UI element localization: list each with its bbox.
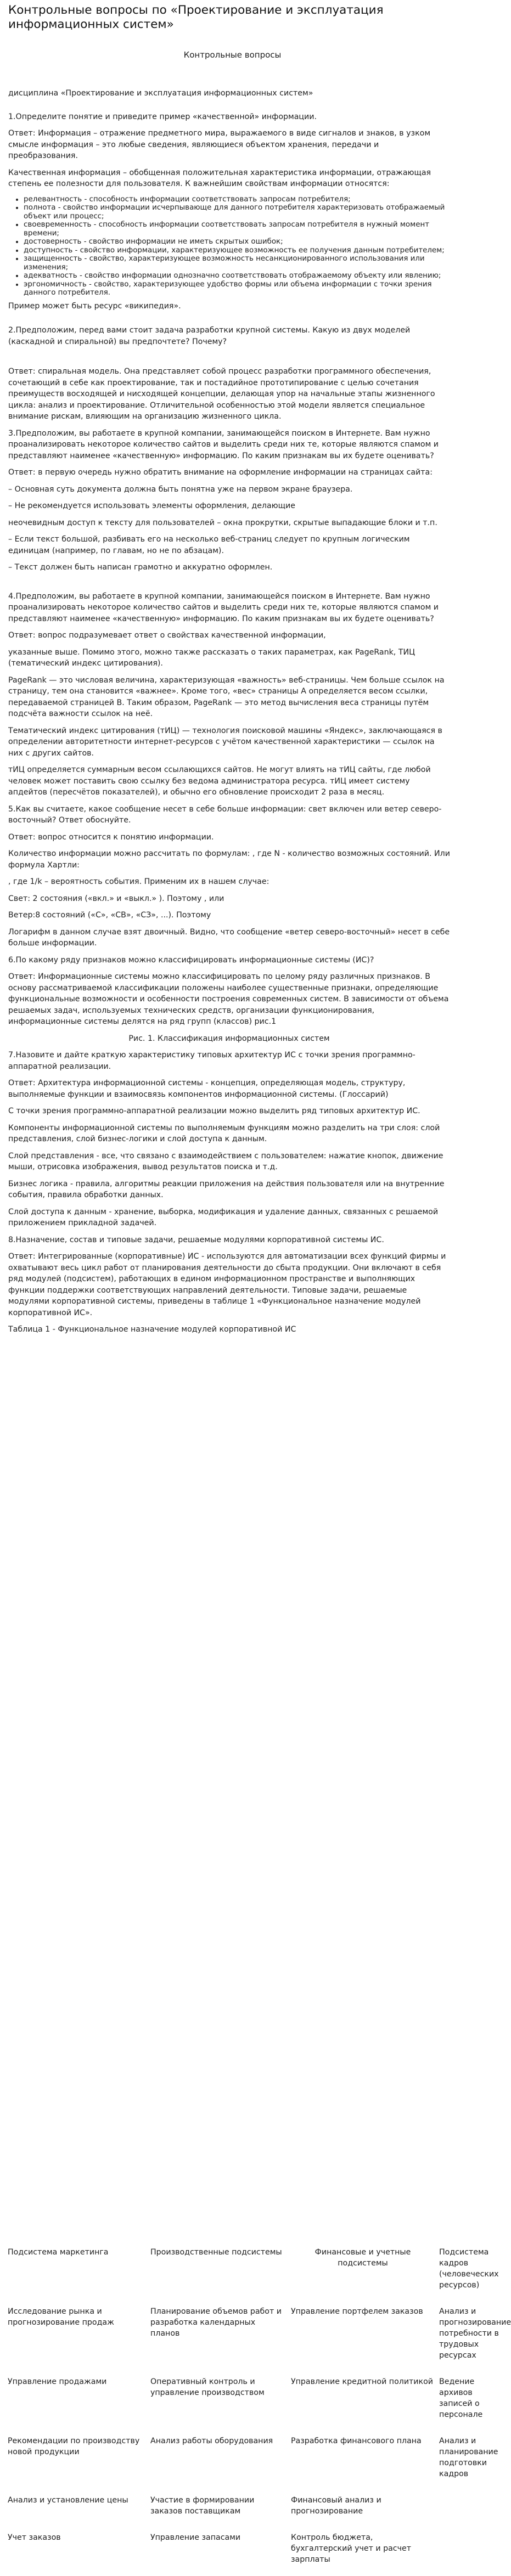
list-item: • адекватность - свойство информации однозначно соответствовать отображаемому объекту или явлению; — [24, 272, 450, 280]
paragraph: Логарифм в данном случае взят двоичный. Видно, что сообщение «ветер северо-восточный» несет в себе больше информации. — [8, 927, 450, 948]
list-item: • эргономичность - свойство, характеризующее удобство формы или объема информации с точки зрения данного потребителя. — [24, 280, 450, 297]
paragraph: 8.Назначение, состав и типовые задачи, решаемые модулями корпоративной системы ИС. — [8, 1235, 384, 1244]
paragraph: дисциплина «Проектирование и эксплуатация информационных систем» — [8, 89, 313, 98]
table-cell: Планирование объемов работ и разработка календарных планов — [150, 2307, 282, 2338]
table-row — [5, 2372, 507, 2431]
paragraph: – Текст должен быть написан грамотно и аккуратно оформлен. — [8, 563, 273, 572]
table-header-cell: Подсистема кадров (человеческих ресурсов) — [439, 2248, 499, 2290]
paragraph: Ответ: вопрос подразумевает ответ о свойствах качественной информации, — [8, 631, 326, 640]
table-cell — [437, 2490, 507, 2528]
figure-caption: Рис. 1. Классификация информационных систем — [128, 1034, 330, 1043]
table-cell: Учет заказов — [8, 2533, 61, 2542]
table-row — [5, 2528, 507, 2576]
document-subtitle: Контрольные вопросы — [183, 50, 282, 60]
list-item: • своевременность - способность информации соответствовать запросам потребителя в нужный момент времени; — [24, 221, 450, 238]
table-cell: Анализ работы оборудования — [150, 2437, 273, 2445]
paragraph: Ответ: вопрос относится к понятию информации. — [8, 832, 214, 842]
document-title: Контрольные вопросы по «Проектирование и эксплуатация информационных систем» — [8, 3, 384, 31]
functions-table — [5, 2242, 511, 2576]
paragraph: – Не рекомендуется использовать элементы оформления, делающие — [8, 501, 295, 510]
paragraph: 5.Как вы считаете, какое сообщение несет в себе больше информации: свет включен или ветер северо-восточный? Ответ обоснуйте. — [8, 804, 442, 825]
paragraph: 3.Предположим, вы работаете в крупной компании, занимающейся поиском в Интернете. Вам нужно проанализировать некоторое количество сайтов и выделить среди них те, которые являются спамом и представляют наименее «качественную» информацию. По каким признакам вы их будете оценивать? — [8, 429, 439, 460]
paragraph: Слой представления - все, что связано с взаимодействием с пользователем: нажатие кнопок, движение мыши, отрисовка изображения, вывод результатов поиска и т.д. — [8, 1151, 443, 1171]
table-header-row — [5, 2242, 507, 2302]
list-item: • релевантность - способность информации соответствовать запросам потребителя; — [24, 195, 450, 204]
paragraph: 6.По какому ряду признаков можно классифицировать информационные системы (ИС)? — [8, 955, 374, 965]
paragraph: Ответ: в первую очередь нужно обратить внимание на оформление информации на страницах сайта: — [8, 468, 433, 477]
table-cell: Рекомендации по производству новой продукции — [8, 2437, 140, 2456]
paragraph: – Основная суть документа должна быть понятна уже на первом экране браузера. — [8, 484, 353, 494]
properties-list — [8, 195, 450, 297]
table-cell: Анализ и установление цены — [8, 2496, 128, 2505]
paragraph: Ответ: Интегрированные (корпоративные) ИС - используются для автоматизации всех функций фирмы и охватывают весь цикл работ от планирования деятельности до сбыта продукции. Они включают в себя ряд модулей (подсистем), работающих в едином информационном пространстве и выполняющих функции поддержки соответствующих направлений деятельности. Типовые задачи, решаемые модулями корпоративной системы, приведены в таблице 1 «Функциональное назначение модулей корпоративной ИС». — [8, 1252, 446, 1317]
table-cell: Контроль бюджета, бухгалтерский учет и расчет зарплаты — [291, 2533, 411, 2564]
document-body — [8, 88, 450, 1341]
table-cell: Оперативный контроль и управление производством — [150, 2377, 265, 2397]
table-header-cell: Производственные подсистемы — [150, 2248, 282, 2257]
paragraph: – Если текст большой, разбивать его на несколько веб-страниц следует по крупным логическим единицам (например, по главам, но не по абзацам). — [8, 535, 410, 555]
paragraph: 2.Предположим, перед вами стоит задача разработки крупной системы. Какую из двух моделей (каскадной и спиральной) вы предпочтете? Почему? — [8, 326, 411, 346]
table-row — [5, 2490, 507, 2528]
paragraph: тИЦ определяется суммарным весом ссылающихся сайтов. Не могут влиять на тИЦ сайты, где любой человек может поставить свою ссылку без ведома администратора ресурса. тИЦ имеет систему апдейтов (пересчётов показателей), и обычно его обновление происходит 2 раза в месяц. — [8, 765, 431, 797]
paragraph: 7.Назовите и дайте краткую характеристику типовых архитектур ИС с точки зрения программно-аппаратной реализации. — [8, 1051, 415, 1071]
paragraph: Пример может быть ресурс «википедия». — [8, 301, 181, 311]
paragraph: Компоненты информационной системы по выполняемым функциям можно разделить на три слоя: слой представления, слой бизнес-логики и слой доступа к данным. — [8, 1123, 440, 1143]
table-cell — [437, 2528, 507, 2576]
table-cell: Управление запасами — [150, 2533, 241, 2542]
paragraph: 4.Предположим, вы работаете в крупной компании, занимающейся поиском в Интернете. Вам нужно проанализировать некоторое количество сайтов и выделить среди них те, которые являются спамом и представляют наименее «качественную» информацию. По каким признакам вы их будете оценивать? — [8, 591, 439, 623]
table-cell: Финансовый анализ и прогнозирование — [291, 2496, 381, 2516]
table-cell: Анализ и прогнозирование потребности в трудовых ресурсах — [439, 2307, 511, 2360]
table-cell: Участие в формировании заказов поставщикам — [150, 2496, 255, 2516]
table-cell: Исследование рынка и прогнозирование продаж — [8, 2307, 114, 2327]
paragraph: PageRank — это числовая величина, характеризующая «важность» веб-страницы. Чем больше ссылок на страницу, тем она становится «важнее». Кроме того, «вес» страницы А определяется весом ссылки, передаваемой страницей B. Таким образом, PageRank — это метод вычисления веса страницы путём подсчёта важности ссылок на неё. — [8, 675, 445, 718]
table-header-cell: Финансовые и учетные подсистемы — [315, 2248, 411, 2268]
table-cell: Анализ и планирование подготовки кадров — [439, 2437, 498, 2478]
paragraph: Таблица 1 - Функциональное назначение модулей корпоративной ИС — [8, 1325, 296, 1334]
paragraph: Бизнес логика - правила, алгоритмы реакции приложения на действия пользователя или на внутренние события, правила обработки данных. — [8, 1179, 445, 1199]
paragraph: Тематический индекс цитирования (тИЦ) — технология поисковой машины «Яндекс», заключающаяся в определении авторитетности интернет-ресурсов с учётом качественной характеристики — ссылок на них с других сайтов. — [8, 726, 442, 758]
paragraph: Количество информации можно рассчитать по формулам: , где N - количество возможных состояний. Или формула Хартли: — [8, 849, 450, 870]
table-cell: Управление продажами — [8, 2377, 107, 2386]
table-container — [0, 2242, 511, 2564]
table-header-cell: Подсистема маркетинга — [8, 2248, 109, 2257]
paragraph: Ответ: спиральная модель. Она представляет собой процесс разработки программного обеспечения, сочетающий в себе как проектирование, так и постадийное прототипирование с целью сочетания преимуществ восходящей и нисходящей концепции, делающая упор на начальные этапы жизненного цикла: анализ и проектирование. Отличительной особенностью этой модели является специальное внимание рискам, влияющим на организацию жизненного цикла. — [8, 367, 435, 421]
list-item: • полнота - свойство информации исчерпывающе для данного потребителя характеризовать отображаемый объект или процесс; — [24, 204, 450, 221]
table-cell: Разработка финансового плана — [291, 2437, 422, 2445]
table-row — [5, 2302, 507, 2372]
paragraph: Качественная информация – обобщенная положительная характеристика информации, отражающая степень ее полезности для пользователя. К важнейшим свойствам информации относятся: — [8, 168, 431, 188]
paragraph: Ответ: Информация – отражение предметного мира, выражаемого в виде сигналов и знаков, в узком смысле информация – это любые сведения, являющиеся объектом хранения, передачи и преобразования. — [8, 129, 431, 160]
paragraph: С точки зрения программно-аппаратной реализации можно выделить ряд типовых архитектур ИС. — [8, 1107, 420, 1115]
paragraph: Слой доступа к данным - хранение, выборка, модификация и удаление данных, связанных с решаемой приложением прикладной задачей. — [8, 1207, 439, 1227]
paragraph: неочевидным доступ к тексту для пользователей – окна прокрутки, скрытые выпадающие блоки и т.п. — [8, 518, 437, 527]
paragraph: Свет: 2 состояния («вкл.» и «выкл.» ). Поэтому , или — [8, 894, 224, 903]
paragraph: указанные выше. Помимо этого, можно также рассказать о таких параметрах, как PageRank, ТИЦ (тематический индекс цитирования). — [8, 647, 415, 668]
list-item: • достоверность - свойство информации не иметь скрытых ошибок; — [24, 238, 450, 246]
list-item: • защищенность - свойство, характеризующее возможность несанкционированного использования или изменения; — [24, 255, 450, 272]
table-row — [5, 2431, 507, 2490]
paragraph: 1.Определите понятие и приведите пример «качественной» информации. — [8, 112, 317, 121]
paragraph: Ответ: Архитектура информационной системы - концепция, определяющая модель, структуру, выполняемые функции и взаимосвязь компонентов информационной системы. (Глоссарий) — [8, 1079, 406, 1099]
paragraph: Ответ: Информационные системы можно классифицировать по целому ряду различных признаков. В основу рассматриваемой классификации положены наиболее существенные признаки, определяющие функциональные возможности и особенности построения современных систем. В зависимости от объема решаемых задач, используемых технических средств, организации функционирования, информационные системы делятся на ряд групп (классов) рис.1 — [8, 972, 449, 1026]
paragraph: , где 1/k – вероятность события. Применим их в нашем случае: — [8, 877, 269, 886]
paragraph: Ветер:8 состояний («С», «СВ», «СЗ», ...). Поэтому — [8, 911, 211, 920]
table-cell: Управление портфелем заказов — [291, 2307, 423, 2316]
table-cell: Управление кредитной политикой — [291, 2377, 433, 2386]
list-item: • доступность - свойство информации, характеризующее возможность ее получения данным потребителем; — [24, 246, 450, 255]
table-cell: Ведение архивов записей о персонале — [439, 2377, 483, 2419]
